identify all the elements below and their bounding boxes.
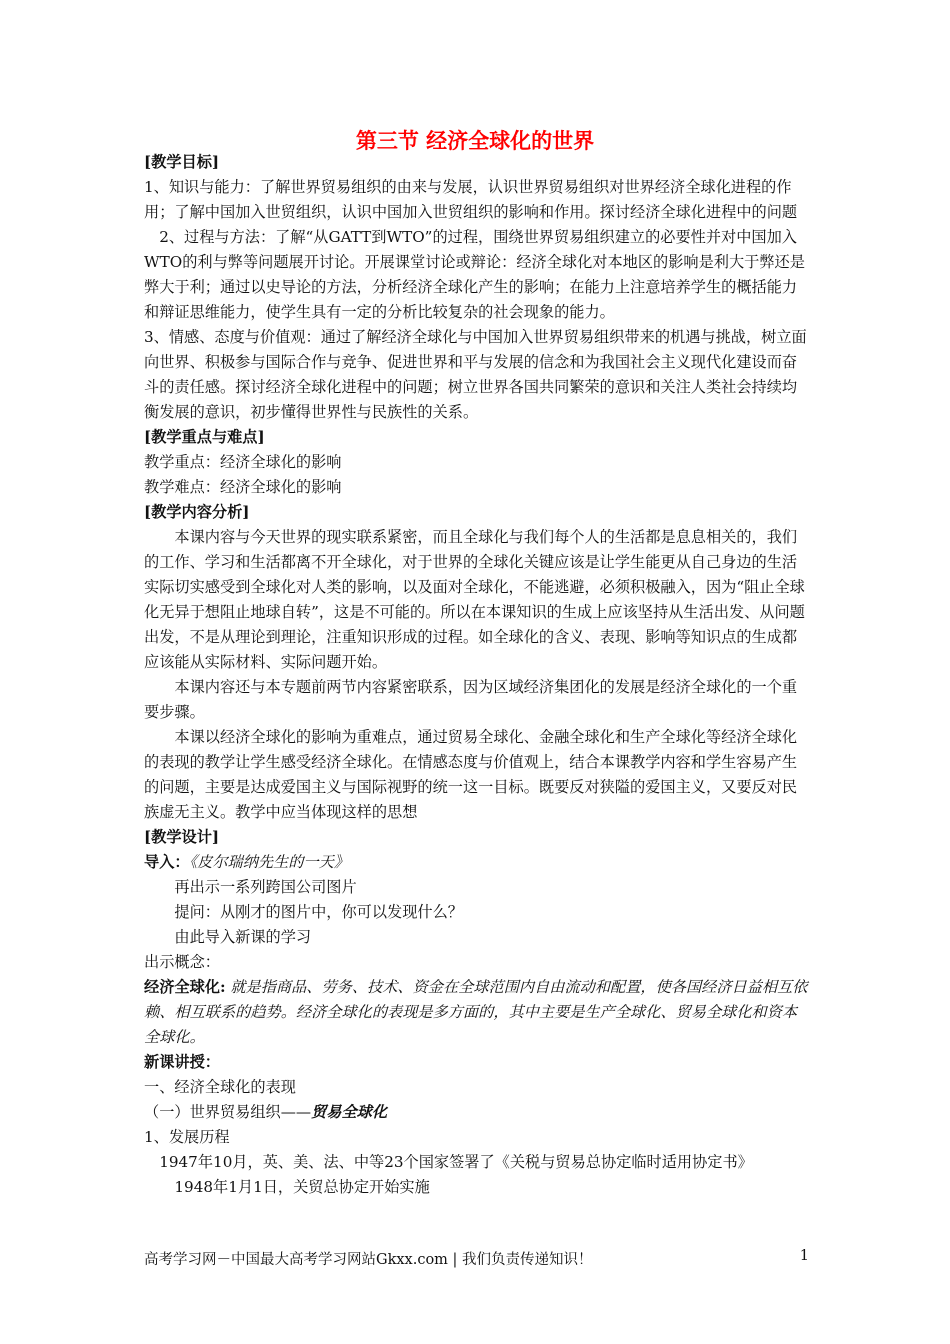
new-lesson-heading: 新课讲授： — [144, 1053, 220, 1071]
goal-knowledge: 1、知识与能力：了解世界贸易组织的由来与发展，认识世界贸易组织对世界经济全球化进程的作用；了解中国加入世贸组织，认识中国加入世贸组织的影响和作用。探讨经济全球化进程中的问题 — [144, 178, 798, 221]
intro-title: 《皮尔瑞纳先生的一天》 — [189, 853, 350, 871]
key-point: 教学重点：经济全球化的影响 — [144, 453, 342, 471]
goals-heading: [教学目标] — [144, 153, 220, 171]
part1-sub-topic: 贸易全球化 — [311, 1103, 387, 1121]
intro-step-2: 提问：从刚才的图片中，你可以发现什么？ — [174, 903, 463, 921]
goal-process: 2、过程与方法：了解“从GATT到WTO”的过程，围绕世界贸易组织建立的必要性并对中国加入WTO的利与弊等问题展开讨论。开展课堂讨论或辩论：经济全球化对本地区的影响是利大于弊还是弊大于利；通过以史导论的方法，分析经济全球化产生的影响；在能力上注意培养学生的概括能力和辩证思维能力，使学生具有一定的分析比较复杂的社会现象的能力。 — [144, 228, 805, 321]
document-body — [144, 150, 809, 1200]
part1-sub-label: （一）世界贸易组织—— — [144, 1103, 312, 1121]
key-heading: [教学重点与难点] — [144, 428, 265, 446]
goal-values: 3、情感、态度与价值观：通过了解经济全球化与中国加入世界贸易组织带来的机遇与挑战，树立面向世界、积极参与国际合作与竞争、促进世界和平与发展的信念和为我国社会主义现代化建设而奋斗的责任感。探讨经济全球化进程中的问题；树立世界各国共同繁荣的意识和关注人类社会持续均衡发展的意识，初步懂得世界性与民族性的关系。 — [144, 328, 807, 421]
part1-subheading — [144, 1100, 809, 1125]
history-heading: 1、发展历程 — [144, 1128, 230, 1146]
history-item-1: 1947年10月，英、美、法、中等23个国家签署了《关税与贸易总协定临时适用协定书》 — [159, 1153, 753, 1171]
intro-step-3: 由此导入新课的学习 — [174, 928, 312, 946]
analysis-paragraph-2: 本课内容还与本专题前两节内容紧密联系，因为区域经济集团化的发展是经济全球化的一个重要步骤。 — [144, 678, 798, 721]
page-footer — [144, 1248, 809, 1269]
definition-paragraph — [144, 975, 809, 1050]
difficult-point: 教学难点：经济全球化的影响 — [144, 478, 342, 496]
concept-label: 出示概念： — [144, 953, 220, 971]
design-heading: [教学设计] — [144, 828, 220, 846]
analysis-heading: [教学内容分析] — [144, 503, 250, 521]
page-number: 1 — [799, 1248, 809, 1264]
part1-heading: 一、经济全球化的表现 — [144, 1078, 296, 1096]
footer-text: 高考学习网－中国最大高考学习网站Gkxx.com | 我们负责传递知识！ — [144, 1252, 593, 1268]
intro-label: 导入： — [144, 853, 190, 871]
analysis-paragraph-3: 本课以经济全球化的影响为重难点，通过贸易全球化、金融全球化和生产全球化等经济全球化的表现的教学让学生感受经济全球化。在情感态度与价值观上，结合本课教学内容和学生容易产生的问题，主要是达成爱国主义与国际视野的统一这一目标。既要反对狭隘的爱国主义，又要反对民族虚无主义。教学中应当体现这样的思想 — [144, 728, 798, 821]
history-item-2: 1948年1月1日，关贸总协定开始实施 — [174, 1178, 430, 1196]
analysis-paragraph-1: 本课内容与今天世界的现实联系紧密，而且全球化与我们每个人的生活都是息息相关的，我们的工作、学习和生活都离不开全球化，对于世界的全球化关键应该是让学生能更从自己身边的生活实际切实感受到全球化对人类的影响，以及面对全球化，不能逃避，必须积极融入，因为“阻止全球化无异于想阻止地球自转”，这是不可能的。所以在本课知识的生成上应该坚持从生活出发、从问题出发，不是从理论到理论，注重知识形成的过程。如全球化的含义、表现、影响等知识点的生成都应该能从实际材料、实际问题开始。 — [144, 528, 805, 671]
intro-line — [144, 850, 809, 875]
page-title: 第三节 经济全球化的世界 — [355, 129, 595, 153]
definition-term: 经济全球化: — [144, 978, 226, 996]
intro-step-1: 再出示一系列跨国公司图片 — [174, 878, 357, 896]
definition-text: 就是指商品、劳务、技术、资金在全球范围内自由流动和配置，使各国经济日益相互依赖、相互联系的趋势。经济全球化的表现是多方面的，其中主要是生产全球化、贸易全球化和资本全球化。 — [144, 978, 808, 1046]
